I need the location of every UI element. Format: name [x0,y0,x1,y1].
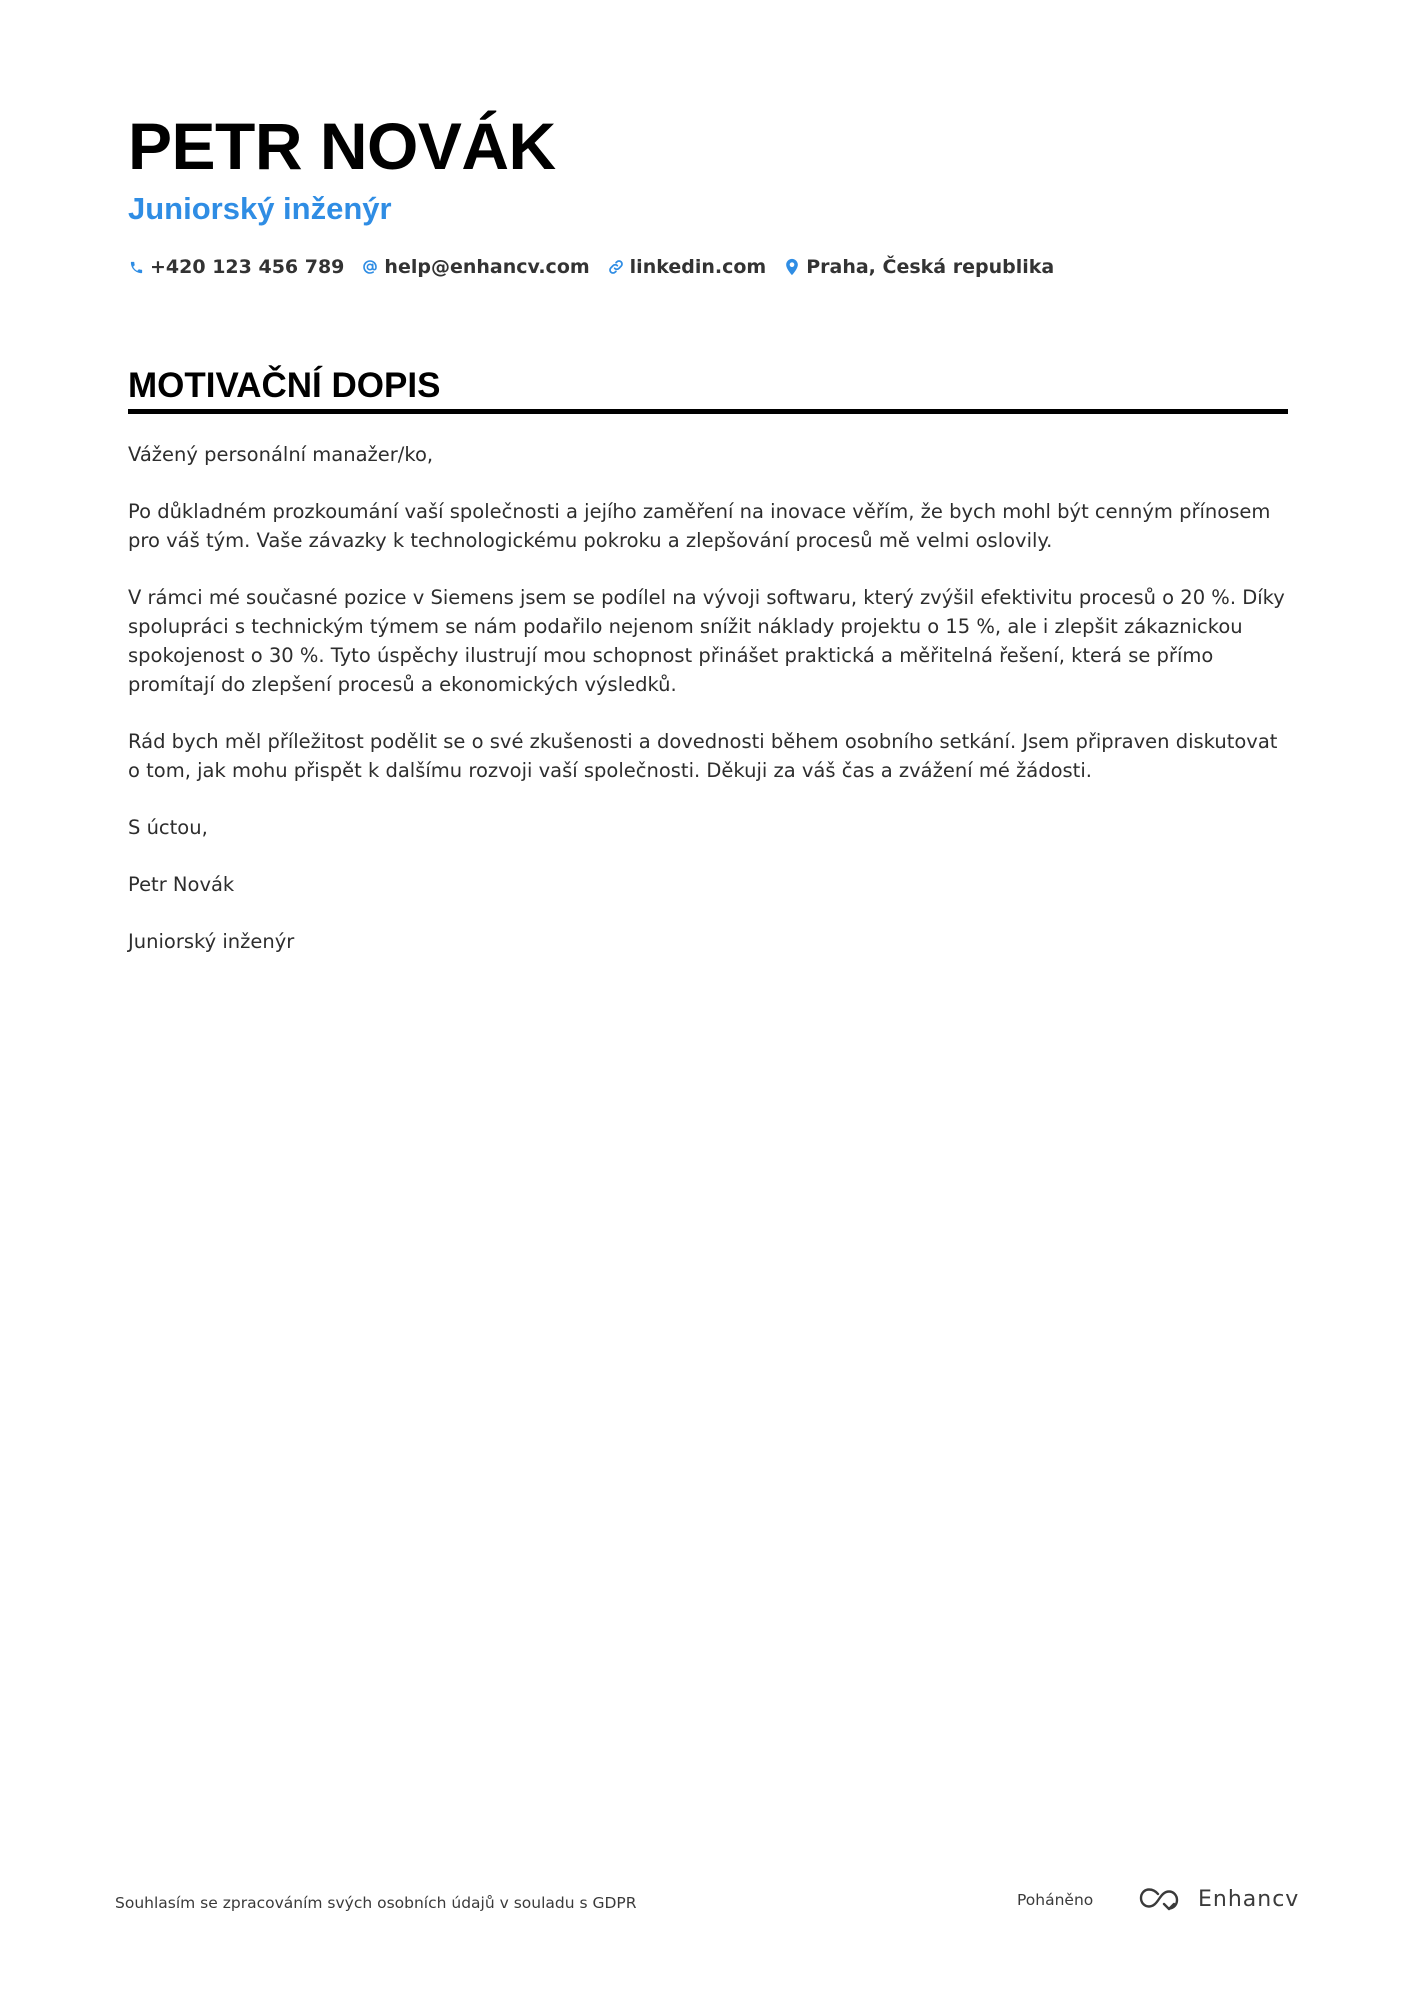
contact-location [784,255,1054,279]
candidate-name: PETR NOVÁK [128,109,556,183]
at-icon [362,257,378,277]
enhancv-logo-text: Enhancv [1198,1887,1300,1912]
section-divider [128,409,1288,414]
letter-body [128,440,1288,984]
candidate-job-title: Juniorský inženýr [128,191,392,226]
enhancv-logo-icon [1138,1886,1186,1914]
letter-paragraph: Po důkladném prozkoumání vaší společnosti a jejího zaměření na inovace věřím, že bych mohl být cenným přínosem pro váš tým. Vaše závazky k technologickému pokroku a zlepšování procesů mě velmi oslovily. [128,500,1271,552]
contact-linkedin[interactable] [608,255,767,279]
letter-paragraph: V rámci mé současné pozice v Siemens jsem se podílel na vývoji softwaru, který zvýšil efektivitu procesů o 20 %. Díky spolupráci s technickým týmem se nám podařilo nejenom snížit náklady projektu o 15 %, ale i zlepšit zákaznickou spokojenost o 30 %. Tyto úspěchy ilustrují mou schopnost přinášet praktická a měřitelná řešení, která se přímo promítají do zlepšení procesů a ekonomických výsledků. [128,586,1285,696]
contact-email-text: help@enhancv.com [384,256,590,278]
contact-location-text: Praha, Česká republika [806,256,1055,278]
powered-by-label: Poháněno [1017,1891,1094,1909]
contact-phone-text: +420 123 456 789 [150,256,345,278]
letter-signature-title: Juniorský inženýr [128,930,295,953]
contact-phone[interactable] [128,255,344,279]
location-pin-icon [784,257,800,277]
letter-closing: S úctou, [128,816,208,839]
phone-icon [128,257,144,277]
cover-letter-page [128,0,1288,1995]
gdpr-consent-text: Souhlasím se zpracováním svých osobních údajů v souladu s GDPR [115,1894,637,1912]
link-icon [608,257,624,277]
contact-bar [128,252,1072,282]
letter-signature-name: Petr Novák [128,873,235,896]
contact-email[interactable] [362,255,589,279]
letter-greeting: Vážený personální manažer/ko, [128,443,434,466]
letter-paragraph: Rád bych měl příležitost podělit se o své zkušenosti a dovednosti během osobního setkání. Jsem připraven diskutovat o tom, jak mohu přispět k dalšímu rozvoji vaší společnosti. Děkuji za váš čas a zvážení mé žádosti. [128,730,1278,782]
section-title: MOTIVAČNÍ DOPIS [128,366,441,405]
contact-linkedin-text: linkedin.com [629,256,767,278]
enhancv-logo[interactable] [1138,1884,1299,1916]
